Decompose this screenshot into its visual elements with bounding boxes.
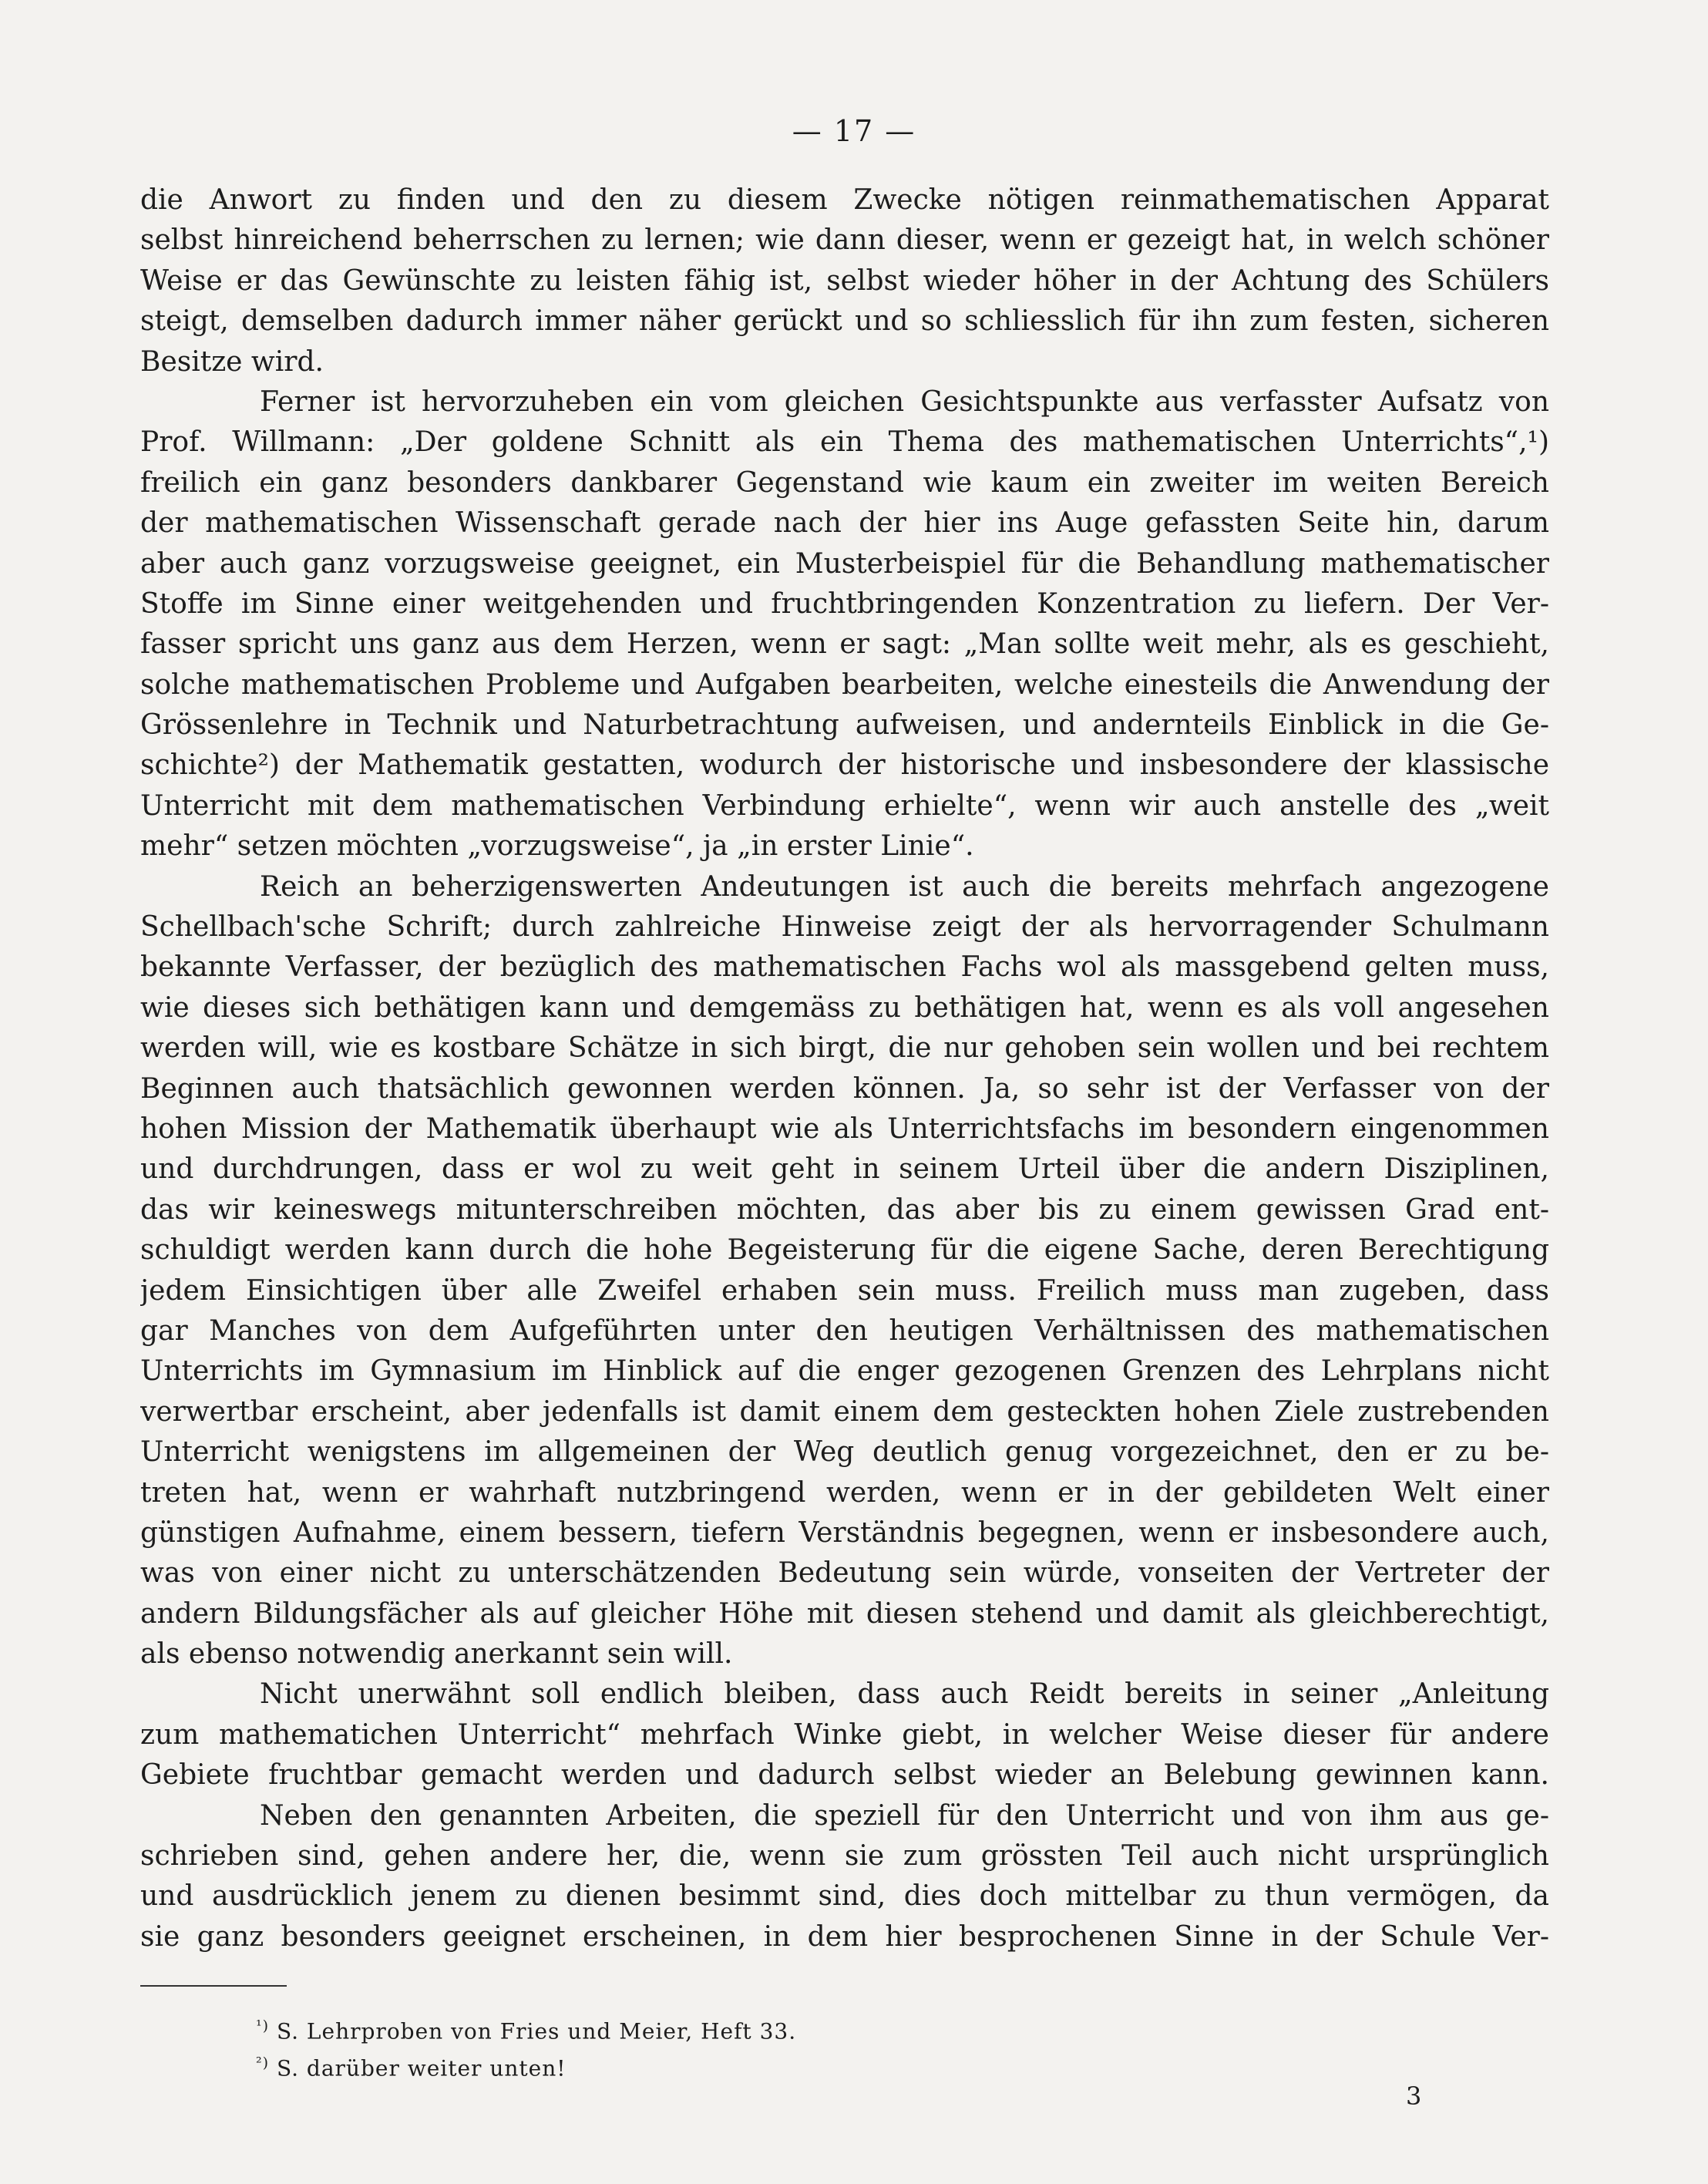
body-text	[140, 180, 1549, 1957]
text-line: jedem Einsichtigen über alle Zweifel erhaben sein muss. Freilich muss man zugeben, dass	[140, 1274, 1549, 1307]
text-line: schichte²) der Mathematik gestatten, wodurch der historische und insbesondere der klassische	[140, 749, 1549, 782]
text-line: und ausdrücklich jenem zu dienen besimmt sind, dies doch mittelbar zu thun vermögen, da	[140, 1880, 1549, 1913]
text-line: zum mathematichen Unterricht“ mehrfach Winke giebt, in welcher Weise dieser für andere	[140, 1718, 1549, 1751]
text-line: Unterricht wenigstens im allgemeinen der Weg deutlich genug vorgezeichnet, den er zu be-	[140, 1436, 1549, 1469]
text-line: treten hat, wenn er wahrhaft nutzbringend werden, wenn er in der gebildeten Welt einer	[140, 1476, 1549, 1509]
text-line: bekannte Verfasser, der bezüglich des mathematischen Fachs wol als massgebend gelten muss,	[140, 951, 1549, 984]
footnote-text: S. Lehrproben von Fries und Meier, Heft 33.	[276, 2018, 797, 2044]
text-line: was von einer nicht zu unterschätzenden Bedeutung sein würde, vonseiten der Vertreter der	[140, 1557, 1549, 1590]
text-line: gar Manches von dem Aufgeführten unter den heutigen Verhältnissen des mathematischen	[140, 1314, 1549, 1347]
footnote-mark: ¹)	[256, 2017, 270, 2034]
text-line: Gebiete fruchtbar gemacht werden und dadurch selbst wieder an Belebung gewinnen kann.	[140, 1759, 1549, 1792]
footnote-divider	[140, 1985, 287, 1987]
footnote-1	[256, 2007, 796, 2044]
text-line: steigt, demselben dadurch immer näher gerückt und so schliesslich für ihn zum festen, sicheren	[140, 305, 1549, 338]
text-line: Beginnen auch thatsächlich gewonnen werden können. Ja, so sehr ist der Verfasser von der	[140, 1072, 1549, 1105]
text-line: als ebenso notwendig anerkannt sein will.	[140, 1638, 733, 1671]
text-line: Stoffe im Sinne einer weitgehenden und fruchtbringenden Konzentration zu liefern. Der Ver-	[140, 587, 1549, 620]
text-line: die Anwort zu finden und den zu diesem Zwecke nötigen reinmathematischen Apparat	[140, 184, 1549, 216]
text-line: Weise er das Gewünschte zu leisten fähig ist, selbst wieder höher in der Achtung des Schülers	[140, 264, 1549, 297]
text-line: Schellbach'sche Schrift; durch zahlreiche Hinweise zeigt der als hervorragender Schulmann	[140, 911, 1549, 944]
text-line: solche mathematischen Probleme und Aufgaben bearbeiten, welche einesteils die Anwendung der	[140, 668, 1549, 701]
text-line: Neben den genannten Arbeiten, die speziell für den Unterricht und von ihm aus ge-	[260, 1799, 1549, 1832]
footnote-mark: ²)	[256, 2054, 270, 2071]
footnote-text: S. darüber weiter unten!	[276, 2055, 567, 2081]
text-line: das wir keineswegs mitunterschreiben möchten, das aber bis zu einem gewissen Grad ent-	[140, 1193, 1549, 1226]
text-line: Prof. Willmann: „Der goldene Schnitt als ein Thema des mathematischen Unterrichts“,¹)	[140, 426, 1549, 459]
text-line: schrieben sind, gehen andere her, die, wenn sie zum grössten Teil auch nicht ursprünglich	[140, 1840, 1549, 1873]
text-line: Unterricht mit dem mathematischen Verbindung erhielte“, wenn wir auch anstelle des „weit	[140, 789, 1549, 822]
text-line: günstigen Aufnahme, einem bessern, tiefern Verständnis begegnen, wenn er insbesondere auch,	[140, 1516, 1549, 1549]
text-line: und durchdrungen, dass er wol zu weit geht in seinem Urteil über die andern Disziplinen,	[140, 1153, 1549, 1186]
text-line: Besitze wird.	[140, 345, 324, 378]
text-line: mehr“ setzen möchten „vorzugsweise“, ja „in erster Linie“.	[140, 830, 974, 863]
page-number: — 17 —	[792, 114, 916, 148]
text-line: wie dieses sich bethätigen kann und demgemäss zu bethätigen hat, wenn es als voll angesehen	[140, 991, 1549, 1024]
text-line: andern Bildungsfächer als auf gleicher Höhe mit diesen stehend und damit als gleichberechtigt,	[140, 1597, 1549, 1630]
text-line: sie ganz besonders geeignet erscheinen, in dem hier besprochenen Sinne in der Schule Ver-	[140, 1920, 1549, 1953]
text-line: Unterrichts im Gymnasium im Hinblick auf die enger gezogenen Grenzen des Lehrplans nicht	[140, 1355, 1549, 1388]
text-line: fasser spricht uns ganz aus dem Herzen, wenn er sagt: „Man sollte weit mehr, als es geschieht,	[140, 628, 1549, 661]
text-line: Ferner ist hervorzuheben ein vom gleichen Gesichtspunkte aus verfasster Aufsatz von	[260, 385, 1549, 418]
text-line: freilich ein ganz besonders dankbarer Gegenstand wie kaum ein zweiter im weiten Bereich	[140, 466, 1549, 499]
footnotes	[256, 2007, 796, 2081]
footnote-2	[256, 2044, 796, 2081]
text-line: Reich an beherzigenswerten Andeutungen ist auch die bereits mehrfach angezogene	[260, 870, 1549, 903]
text-line: Nicht unerwähnt soll endlich bleiben, dass auch Reidt bereits in seiner „Anleitung	[260, 1678, 1549, 1711]
text-line: der mathematischen Wissenschaft gerade nach der hier ins Auge gefassten Seite hin, darum	[140, 507, 1549, 540]
text-line: schuldigt werden kann durch die hohe Begeisterung für die eigene Sache, deren Berechtigung	[140, 1234, 1549, 1267]
text-line: hohen Mission der Mathematik überhaupt wie als Unterrichtsfachs im besondern eingenommen	[140, 1112, 1549, 1145]
text-line: verwertbar erscheint, aber jedenfalls ist damit einem dem gesteckten hohen Ziele zustrebenden	[140, 1395, 1549, 1428]
text-line: selbst hinreichend beherrschen zu lernen; wie dann dieser, wenn er gezeigt hat, in welch schöner	[140, 224, 1549, 257]
text-line: Grössenlehre in Technik und Naturbetrachtung aufweisen, und andernteils Einblick in die Ge-	[140, 709, 1549, 742]
text-line: werden will, wie es kostbare Schätze in sich birgt, die nur gehoben sein wollen und bei rechtem	[140, 1032, 1549, 1065]
signature-mark: 3	[1406, 2081, 1422, 2111]
text-line: aber auch ganz vorzugsweise geeignet, ein Musterbeispiel für die Behandlung mathematischer	[140, 547, 1549, 580]
